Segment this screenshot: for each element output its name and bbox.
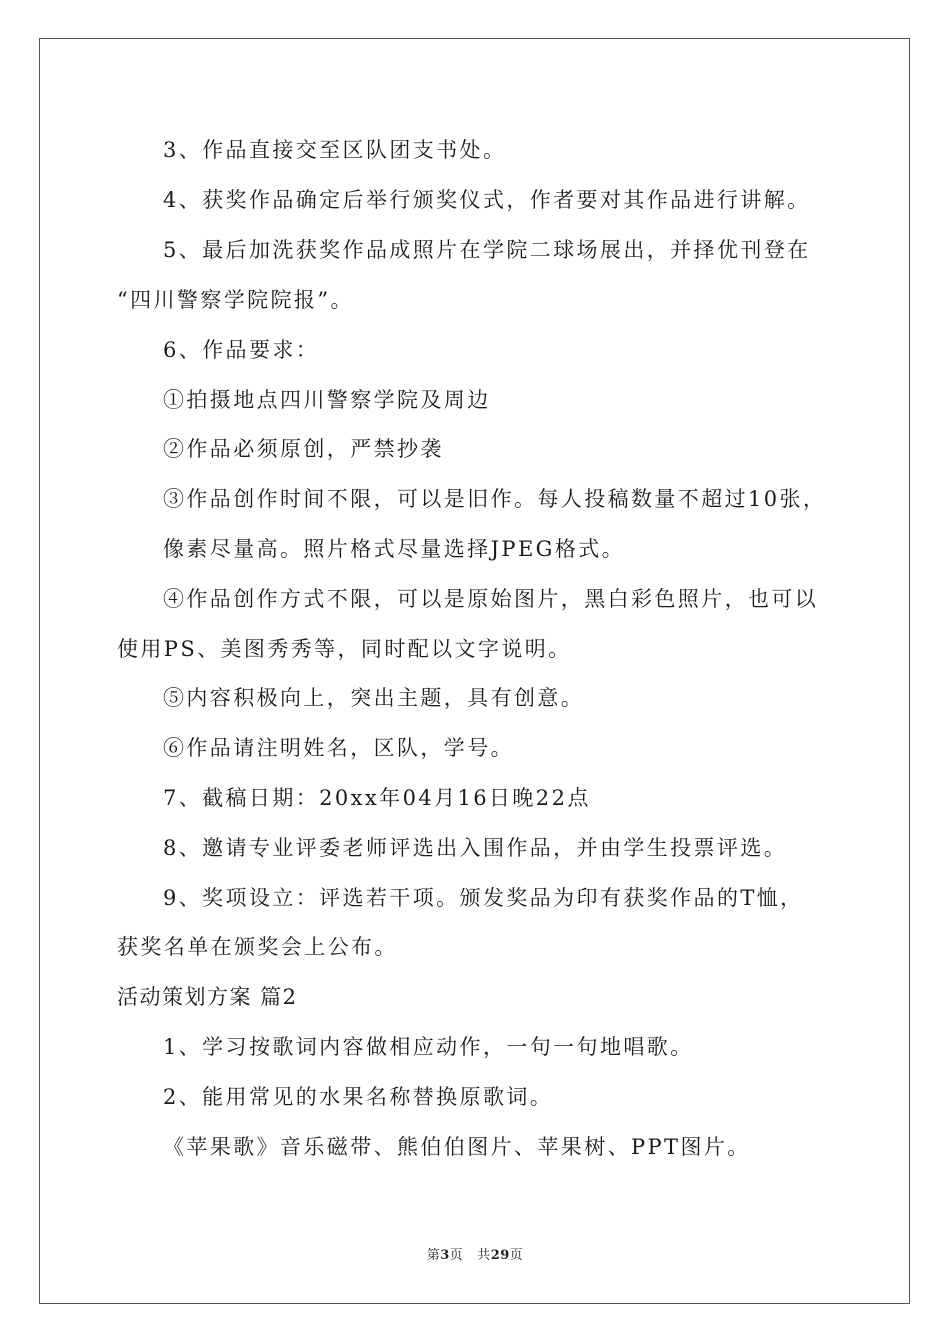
paragraph-line: 获奖名单在颁奖会上公布。 xyxy=(117,935,398,959)
total-prefix: 共 xyxy=(477,1248,491,1263)
paragraph-line: ③作品创作时间不限，可以是旧作。每人投稿数量不超过10张， xyxy=(163,487,827,511)
paragraph-line: 9、奖项设立：评选若干项。颁发奖品为印有获奖作品的T恤， xyxy=(163,886,804,910)
paragraph-line: 5、最后加洗获奖作品成照片在学院二球场展出，并择优刊登在 xyxy=(163,238,811,262)
paragraph-line: 8、邀请专业评委老师评选出入围作品，并由学生投票评选。 xyxy=(163,836,788,860)
paragraph-line: ②作品必须原创，严禁抄袭 xyxy=(163,437,444,461)
paragraph-line: “四川警察学院院报”。 xyxy=(117,288,354,312)
page-total: 29 xyxy=(490,1248,510,1263)
page-unit: 页 xyxy=(449,1248,464,1263)
paragraph-line: 《苹果歌》音乐磁带、熊伯伯图片、苹果树、PPT图片。 xyxy=(163,1135,751,1159)
page-current: 3 xyxy=(440,1248,450,1263)
total-unit: 页 xyxy=(509,1248,524,1263)
paragraph-line: 3、作品直接交至区队团支书处。 xyxy=(163,138,507,162)
paragraph-line: ①拍摄地点四川警察学院及周边 xyxy=(163,388,491,412)
paragraph-line: ④作品创作方式不限，可以是原始图片，黑白彩色照片，也可以 xyxy=(163,587,819,611)
page-footer xyxy=(0,1247,950,1265)
paragraph-line: 2、能用常见的水果名称替换原歌词。 xyxy=(163,1085,554,1109)
paragraph-line: 4、获奖作品确定后举行颁奖仪式，作者要对其作品进行讲解。 xyxy=(163,188,811,212)
paragraph-line: 6、作品要求： xyxy=(163,338,320,362)
paragraph-line: 使用PS、美图秀秀等，同时配以文字说明。 xyxy=(117,637,572,661)
page-prefix: 第 xyxy=(426,1248,441,1263)
paragraph-line: ⑤内容积极向上，突出主题，具有创意。 xyxy=(163,686,585,710)
paragraph-line: 1、学习按歌词内容做相应动作，一句一句地唱歌。 xyxy=(163,1035,694,1059)
paragraph-line: ⑥作品请注明姓名，区队，学号。 xyxy=(163,736,514,760)
paragraph-line: 7、截稿日期：20xx年04月16日晚22点 xyxy=(163,786,591,810)
page-border xyxy=(39,38,910,1304)
section-heading: 活动策划方案 篇2 xyxy=(117,985,298,1009)
paragraph-line: 像素尽量高。照片格式尽量选择JPEG格式。 xyxy=(163,537,626,561)
